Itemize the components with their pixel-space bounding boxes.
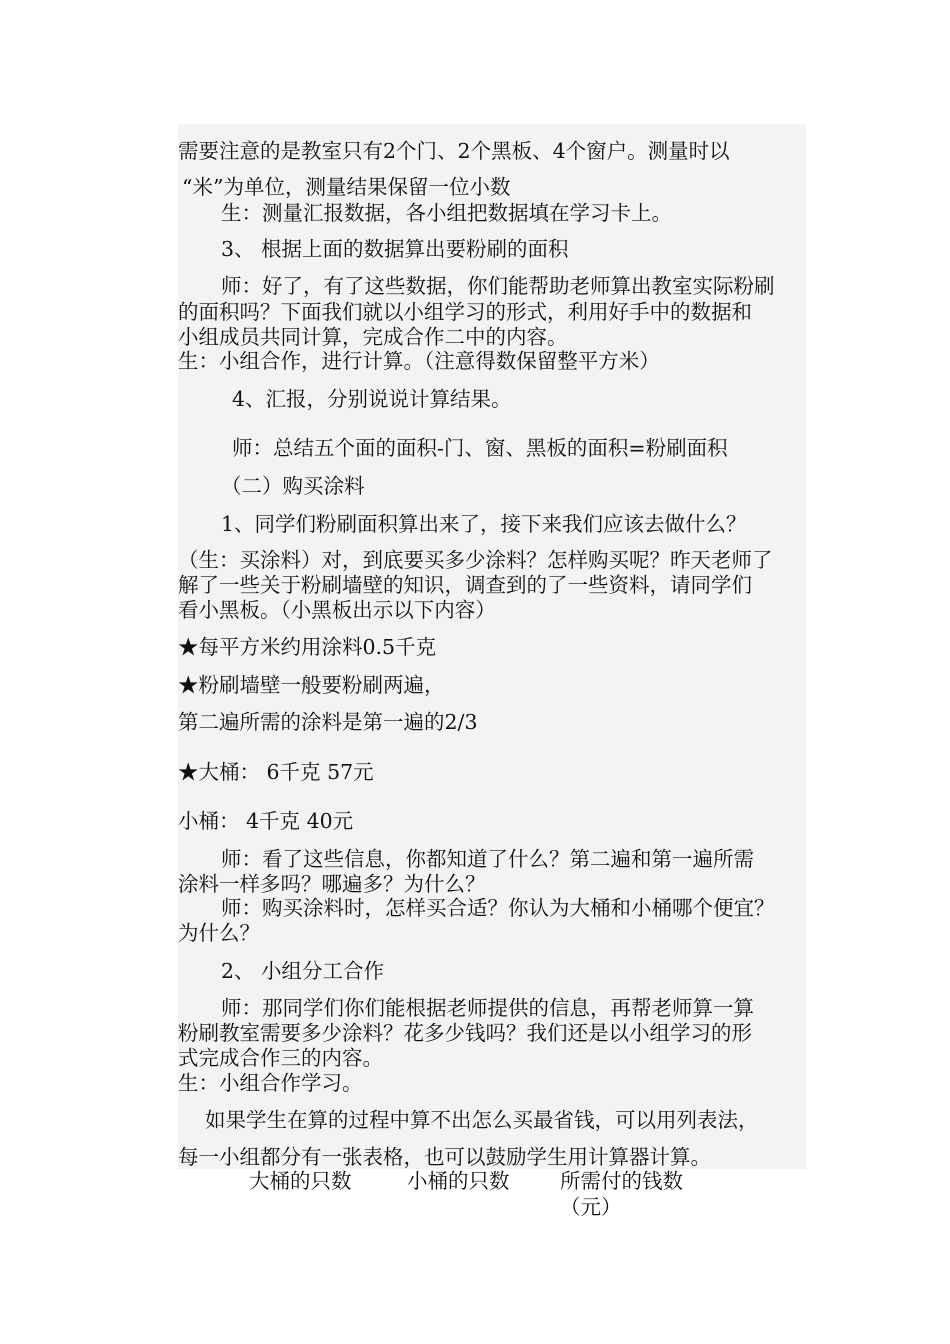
text-line: 粉刷教室需要多少涂料？花多少钱吗？我们还是以小组学习的形 (178, 1021, 752, 1045)
text-line: 看小黑板。（小黑板出示以下内容） (178, 598, 496, 622)
text-line: 师：总结五个面的面积-门、窗、黑板的面积=粉刷面积 (232, 436, 728, 460)
text-line: ★大桶： 6千克 57元 (178, 760, 374, 784)
text-line: 式完成合作三的内容。 (178, 1046, 383, 1070)
text-line: 需要注意的是教室只有2个门、2个黑板、4个窗户。测量时以 (178, 139, 730, 163)
text-line: 师：那同学们你们能根据老师提供的信息，再帮老师算一算 (221, 996, 754, 1020)
text-line: 生：小组合作学习。 (178, 1071, 363, 1095)
text-line: ★粉刷墙壁一般要粉刷两遍， (178, 673, 445, 697)
text-line: 的面积吗？下面我们就以小组学习的形式，利用好手中的数据和 (178, 300, 752, 324)
text-line: 师：购买涂料时，怎样买合适？你认为大桶和小桶哪个便宜？ (221, 896, 775, 920)
text-line: ★每平方米约用涂料0.5千克 (178, 635, 437, 659)
text-line: 为什么？ (178, 921, 260, 945)
text-line: 解了一些关于粉刷墙壁的知识，调查到的了一些资料，请同学们 (178, 573, 752, 597)
text-line: 2、 小组分工合作 (221, 959, 385, 983)
text-line: （二）购买涂料 (221, 474, 365, 498)
table-header-cost-unit: （元） (560, 1195, 622, 1219)
text-line: 师：看了这些信息，你都知道了什么？第二遍和第一遍所需 (221, 847, 754, 871)
table-header-cost: 所需付的钱数 (560, 1169, 683, 1193)
text-line: （生：买涂料）对，到底要买多少涂料？怎样购买呢？昨天老师了 (178, 548, 773, 572)
table-header-big-bucket: 大桶的只数 (249, 1169, 352, 1193)
text-line: 第二遍所需的涂料是第一遍的2/3 (178, 710, 478, 734)
text-line: 1、同学们粉刷面积算出来了，接下来我们应该去做什么？ (221, 512, 747, 536)
text-line: 3、 根据上面的数据算出要粉刷的面积 (221, 237, 569, 261)
text-line: 如果学生在算的过程中算不出怎么买最省钱，可以用列表法， (205, 1108, 759, 1132)
text-line: 涂料一样多吗？哪遍多？为什么？ (178, 872, 486, 896)
table-header-small-bucket: 小桶的只数 (407, 1169, 510, 1193)
text-line: 小组成员共同计算，完成合作二中的内容。 (178, 325, 568, 349)
text-line: 师：好了，有了这些数据，你们能帮助老师算出教室实际粉刷 (221, 274, 775, 298)
text-line: 小桶： 4千克 40元 (178, 809, 354, 833)
text-line: “米”为单位，测量结果保留一位小数 (182, 175, 511, 199)
text-line: 生：测量汇报数据，各小组把数据填在学习卡上。 (221, 201, 672, 225)
text-line: 4、汇报，分别说说计算结果。 (232, 387, 512, 411)
text-line: 每一小组都分有一张表格，也可以鼓励学生用计算器计算。 (178, 1145, 711, 1169)
text-line: 生：小组合作，进行计算。（注意得数保留整平方米） (178, 349, 660, 373)
